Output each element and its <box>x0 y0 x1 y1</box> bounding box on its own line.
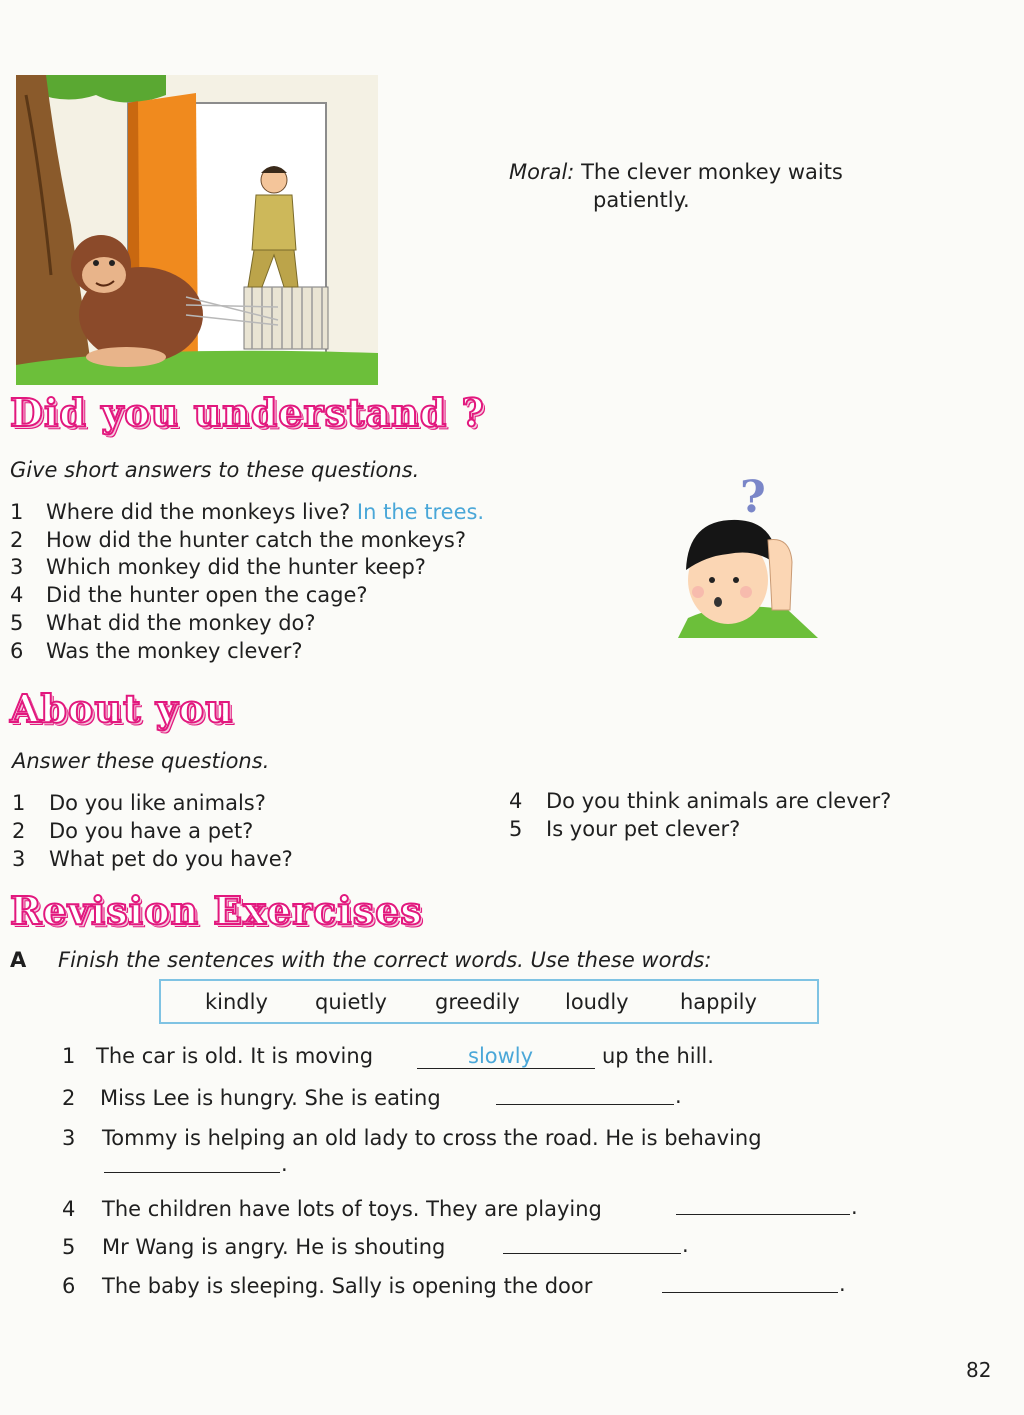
sentence-3 <box>62 1124 762 1152</box>
sentence-2-period: . <box>675 1084 682 1108</box>
sentence-number: 2 <box>62 1086 76 1110</box>
question-number: 4 <box>10 583 24 607</box>
answer-blank-2[interactable] <box>496 1104 674 1105</box>
question-number: 2 <box>10 528 24 552</box>
word-option: happily <box>680 990 757 1014</box>
question-text: What pet do you have? <box>49 847 293 871</box>
sentence-5 <box>62 1233 445 1261</box>
question-answer: In the trees. <box>356 500 485 524</box>
story-illustration <box>16 75 378 385</box>
answer-blank-3[interactable] <box>104 1172 280 1173</box>
understand-question-5 <box>10 609 316 637</box>
understand-instruction: Give short answers to these questions. <box>10 458 420 482</box>
question-text: Do you have a pet? <box>49 819 254 843</box>
question-number: 6 <box>10 639 24 663</box>
answer-blank-5[interactable] <box>503 1253 681 1254</box>
question-number: 2 <box>12 819 26 843</box>
sentence-3-period: . <box>281 1152 288 1176</box>
question-number: 4 <box>509 789 523 813</box>
understand-question-1 <box>10 498 484 526</box>
sentence-number: 5 <box>62 1235 76 1259</box>
sentence-number: 1 <box>62 1044 76 1068</box>
sentence-1-after: up the hill. <box>602 1044 714 1068</box>
page-number: 82 <box>966 1358 992 1382</box>
question-text: Do you like animals? <box>49 791 266 815</box>
moral-label: Moral: <box>509 160 575 184</box>
question-text: How did the hunter catch the monkeys? <box>46 528 466 552</box>
moral-line-2: patiently. <box>593 188 690 212</box>
heading-revision-exercises: Revision Exercises <box>10 888 423 933</box>
question-text: Was the monkey clever? <box>46 639 303 663</box>
understand-question-6 <box>10 637 303 665</box>
about-question-5 <box>509 815 740 843</box>
question-text: Did the hunter open the cage? <box>46 583 368 607</box>
sentence-4-period: . <box>851 1195 858 1219</box>
question-number: 3 <box>12 847 26 871</box>
sentence-number: 6 <box>62 1274 76 1298</box>
answer-blank-6[interactable] <box>662 1292 838 1293</box>
sentence-6-period: . <box>839 1272 846 1296</box>
about-question-1 <box>12 789 266 817</box>
revision-instruction: Finish the sentences with the correct words. Use these words: <box>58 948 712 972</box>
heading-did-you-understand: Did you understand ? <box>10 390 485 435</box>
sentence-text: Mr Wang is angry. He is shouting <box>102 1235 446 1259</box>
word-option: greedily <box>435 990 520 1014</box>
sentence-text: Tommy is helping an old lady to cross the road. He is behaving <box>102 1126 762 1150</box>
section-letter: A <box>10 948 27 972</box>
about-question-2 <box>12 817 253 845</box>
sentence-5-period: . <box>682 1233 689 1257</box>
revision-instruction-row <box>10 946 711 974</box>
understand-question-2 <box>10 526 466 554</box>
sentence-4 <box>62 1195 602 1223</box>
sentence-text: Miss Lee is hungry. She is eating <box>100 1086 441 1110</box>
word-option: loudly <box>565 990 629 1014</box>
question-text: Which monkey did the hunter keep? <box>46 555 426 579</box>
sentence-6 <box>62 1272 592 1300</box>
word-box <box>159 979 819 1024</box>
question-text: Is your pet clever? <box>546 817 741 841</box>
moral-line-1 <box>509 158 843 186</box>
word-option: quietly <box>315 990 387 1014</box>
moral-text: The clever monkey waits <box>581 160 843 184</box>
sentence-text: The children have lots of toys. They are playing <box>102 1197 602 1221</box>
sentence-2 <box>62 1084 441 1112</box>
question-number: 5 <box>509 817 523 841</box>
understand-question-3 <box>10 553 426 581</box>
sentence-number: 4 <box>62 1197 76 1221</box>
sentence-text: The baby is sleeping. Sally is opening the door <box>102 1274 593 1298</box>
understand-question-4 <box>10 581 368 609</box>
about-question-4 <box>509 787 891 815</box>
sentence-text: The car is old. It is moving <box>96 1044 374 1068</box>
question-number: 1 <box>12 791 26 815</box>
about-question-3 <box>12 845 293 873</box>
heading-about-you: About you <box>10 686 234 731</box>
about-instruction: Answer these questions. <box>12 749 270 773</box>
question-number: 5 <box>10 611 24 635</box>
question-number: 1 <box>10 500 24 524</box>
question-text: Where did the monkeys live? <box>46 500 351 524</box>
word-option: kindly <box>205 990 268 1014</box>
question-text: Do you think animals are clever? <box>546 789 892 813</box>
question-number: 3 <box>10 555 24 579</box>
sentence-1-answer: slowly <box>468 1044 534 1068</box>
sentence-number: 3 <box>62 1126 76 1150</box>
answer-blank-4[interactable] <box>676 1214 850 1215</box>
question-text: What did the monkey do? <box>46 611 316 635</box>
sentence-1 <box>62 1042 373 1070</box>
thinking-boy-illustration <box>668 470 824 642</box>
svg-text:?: ? <box>740 472 766 523</box>
